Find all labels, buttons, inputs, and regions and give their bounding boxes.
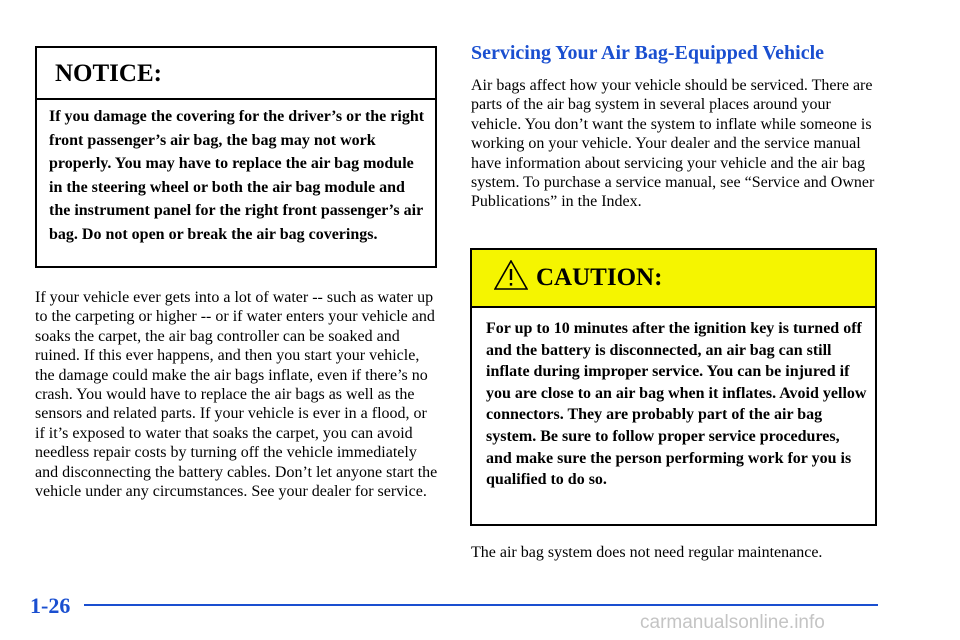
caution-box [470,248,877,526]
section-paragraph: Air bags affect how your vehicle should be serviced. There are parts of the air bag system in several places around your vehicle. You don’t want the system to inflate while someone is working on your vehicle. Your dealer and the service manual have information about servicing your vehicle and the air bag system. To purchase a service manual, see “Service and Owner Publications” in the Index. [471,77,875,211]
notice-title: NOTICE: [37,48,435,100]
left-paragraph: If your vehicle ever gets into a lot of water -- such as water up to the carpeting or higher -- or if water enters your vehicle and soaks the carpet, the air bag controller can be soaked and ruined. If this ever happens, and then you start your vehicle, the damage could make the air bags inflate, even if there’s no crash. You would have to replace the air bags as well as the sensors and related parts. If your vehicle is ever in a flood, or if it’s exposed to water that soaks the carpet, you can avoid needless repair costs by turning off the vehicle immediately and disconnecting the battery cables. Don’t let anyone start the vehicle under any circumstances. See your dealer for service. [35,289,438,501]
closing-paragraph: The air bag system does not need regular maintenance. [471,544,823,561]
notice-box [35,46,437,268]
caution-title: CAUTION: [536,264,663,291]
footer-rule [84,604,878,606]
caution-body: For up to 10 minutes after the ignition key is turned off and the battery is disconnected, an air bag can still inflate during improper service. You can be injured if you are close to an air bag when it inflates. Avoid yellow connectors. They are probably part of the air bag system. Be sure to follow proper service procedures, and make sure the person performing work for you is qualified to do so. [486,320,867,489]
section-heading: Servicing Your Air Bag-Equipped Vehicle [471,42,825,64]
page-number: 1-26 [30,593,71,618]
notice-body: If you damage the covering for the driver’s or the right front passenger’s air bag, the bag may not work properly. You may have to replace the air bag module in the steering wheel or both the air bag module and the instrument panel for the right front passenger’s air bag. Do not open or break the air bag coverings. [49,108,425,243]
watermark: carmanualsonline.info [640,612,825,633]
caution-header [472,250,875,308]
warning-triangle-icon [494,260,528,290]
